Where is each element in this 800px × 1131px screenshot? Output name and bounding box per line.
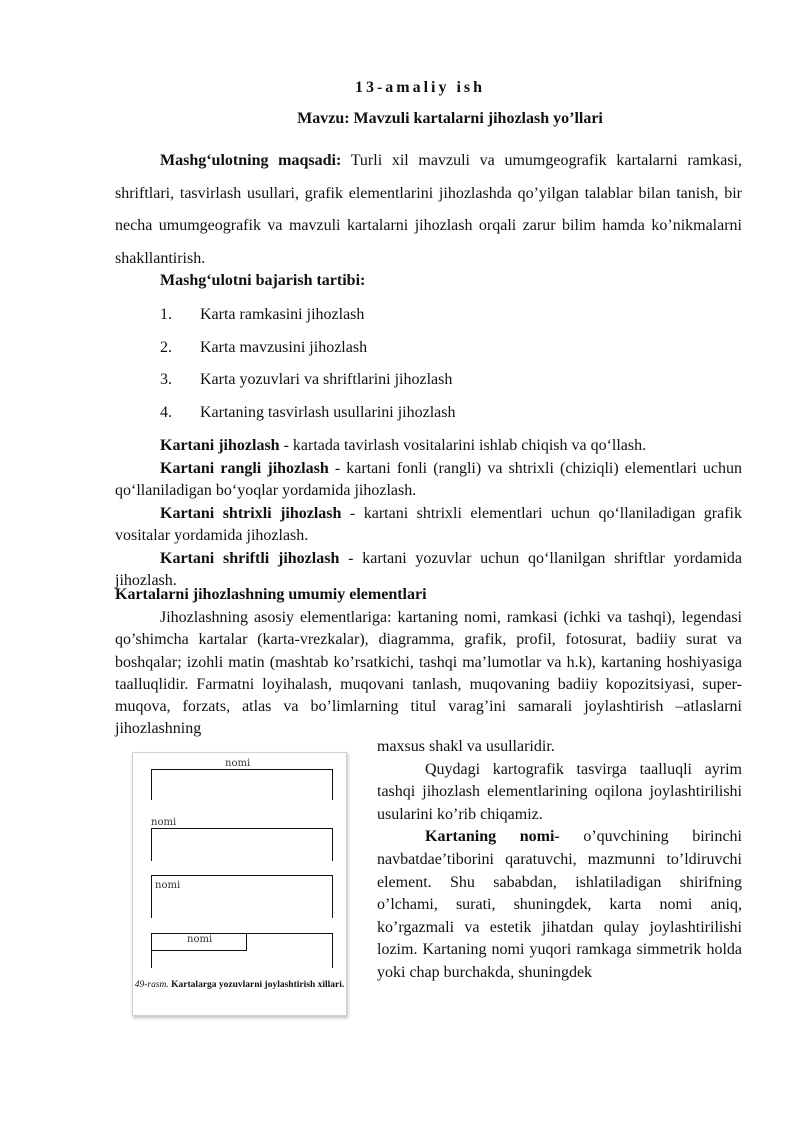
map-frame: [151, 769, 333, 800]
definition-text: - kartada tavirlash vositalarini ishlab chiqish va qo‘llash.: [279, 437, 647, 454]
definition-paragraph: [115, 503, 742, 548]
list-text: Karta yozuvlari va shriftlarini jihozlash: [200, 371, 453, 388]
list-item: [160, 368, 740, 401]
list-item: [160, 303, 740, 336]
caption-text: Kartalarga yozuvlarni joylashtirish xillari.: [171, 980, 345, 990]
page-subject: Mavzu: Mavzuli kartalarni jihozlash yo’llari: [297, 110, 603, 127]
definition-term: Kartani shtrixli jihozlash: [160, 504, 342, 522]
section-text: Jihozlashning asosiy elementlariga: kartaning nomi, ramkasi (ichki va tashqi), legendasi qo’shimcha kartalar (karta-vrezkalar), diagramma, grafik, profil, fotosurat, badiiy surat va boshqalar; izohli matin (mashtab ko’rsatkichi, tashqi ma’lumotlar va h.k), kartaning hoshiyasiga taalluqlidir. Farmatni loyihalash, muqovani tanlash, muqovaning badiiy kopozitsiyasi, super-muqova, forzats, atlas va bo’limlarning titul varag’ini samarali joylashtirish –atlaslarni jihozlashning: [115, 609, 742, 738]
definition-text: - kartani yozuvlar uchun qo‘llanilgan shriftlar yordamida jihozlash.: [115, 549, 742, 589]
definition-text: - kartani fonli (rangli) va shtrixli (chiziqli) elementlari uchun qo‘llaniladigan bo‘yoqlar yordamida jihozlash.: [115, 459, 742, 499]
section-paragraph: [115, 607, 742, 741]
definitions: [115, 435, 742, 593]
list-text: Karta mavzusini jihozlash: [200, 338, 368, 356]
list-number: 3.: [160, 371, 172, 388]
right-paragraph: Quydagi kartografik tasvirga taalluqli ayrim tashqi jihozlash elementlarining oqilona joylashtirilishi usularini ko’rib chiqamiz.: [377, 760, 742, 823]
map-frame: [151, 828, 333, 861]
procedure-list: [160, 303, 740, 433]
figure-caption: [133, 979, 346, 991]
right-column: [377, 736, 742, 985]
figure-49: [132, 752, 347, 1016]
right-paragraph: [377, 826, 742, 984]
list-text: Karta ramkasini jihozlash: [200, 306, 365, 323]
list-item: [160, 336, 740, 369]
definition-term: Kartani jihozlash: [160, 437, 280, 454]
figure-label: nomi: [187, 934, 213, 945]
goal-text: Turli xil mavzuli va umumgeografik kartalarni ramkasi, shriftlari, tasvirlash usullari, grafik elementlarini jihozlashda qo’yilgan talablar bilan tanish, bir necha umumgeografik va mavzuli kartalarni jihozlash orqali zarur bilim hamda ko’nikmalarni shakllantirish.: [115, 152, 743, 267]
right-paragraph-text: o’quvchining birinchi navbatdae’tiborini qaratuvchi, mazmunni to’ldiruvchi element. Shu sababdan, ishlatiladigan shirifning o’lchami, surati, shuningdek, karta nomi aniq, ko’rgazmali va estetik jihatdan qulay joylashtirilishi lozim. Kartaning nomi yuqori ramkaga simmetrik holda yoki chap burchakda, shuningdek: [377, 828, 742, 981]
definition-paragraph: [115, 458, 742, 503]
definition-term: Kartani shriftli jihozlash: [160, 549, 340, 567]
list-text: Kartaning tasvirlash usullarini jihozlash: [200, 403, 456, 421]
definition-text: - kartani shtrixli elementlari uchun qo‘llaniladigan grafik vositalar yordamida jihozlash.: [115, 504, 742, 544]
procedure-heading: Mashg‘ulotni bajarish tartibi:: [160, 272, 366, 289]
term-kartaning-nomi: Kartaning nomi-: [425, 828, 560, 846]
list-number: 2.: [160, 338, 172, 356]
list-number: 4.: [160, 403, 172, 421]
figure-label: nomi: [151, 817, 177, 828]
list-item: [160, 401, 740, 434]
definition-paragraph: [115, 435, 742, 458]
definition-term: Kartani rangli jihozlash: [160, 459, 329, 477]
goal-label: Mashg‘ulotning maqsadi:: [160, 152, 342, 169]
section-heading: Kartalarni jihozlashning umumiy elementlari: [115, 586, 427, 603]
list-number: 1.: [160, 306, 172, 323]
page-title: 13-amaliy ish: [354, 79, 486, 96]
continuation-text: maxsus shakl va usullaridir.: [377, 738, 555, 755]
caption-number: 49-rasm.: [134, 980, 169, 990]
figure-label: nomi: [155, 880, 181, 891]
figure-label: nomi: [225, 758, 251, 769]
goal-paragraph: [115, 145, 742, 275]
